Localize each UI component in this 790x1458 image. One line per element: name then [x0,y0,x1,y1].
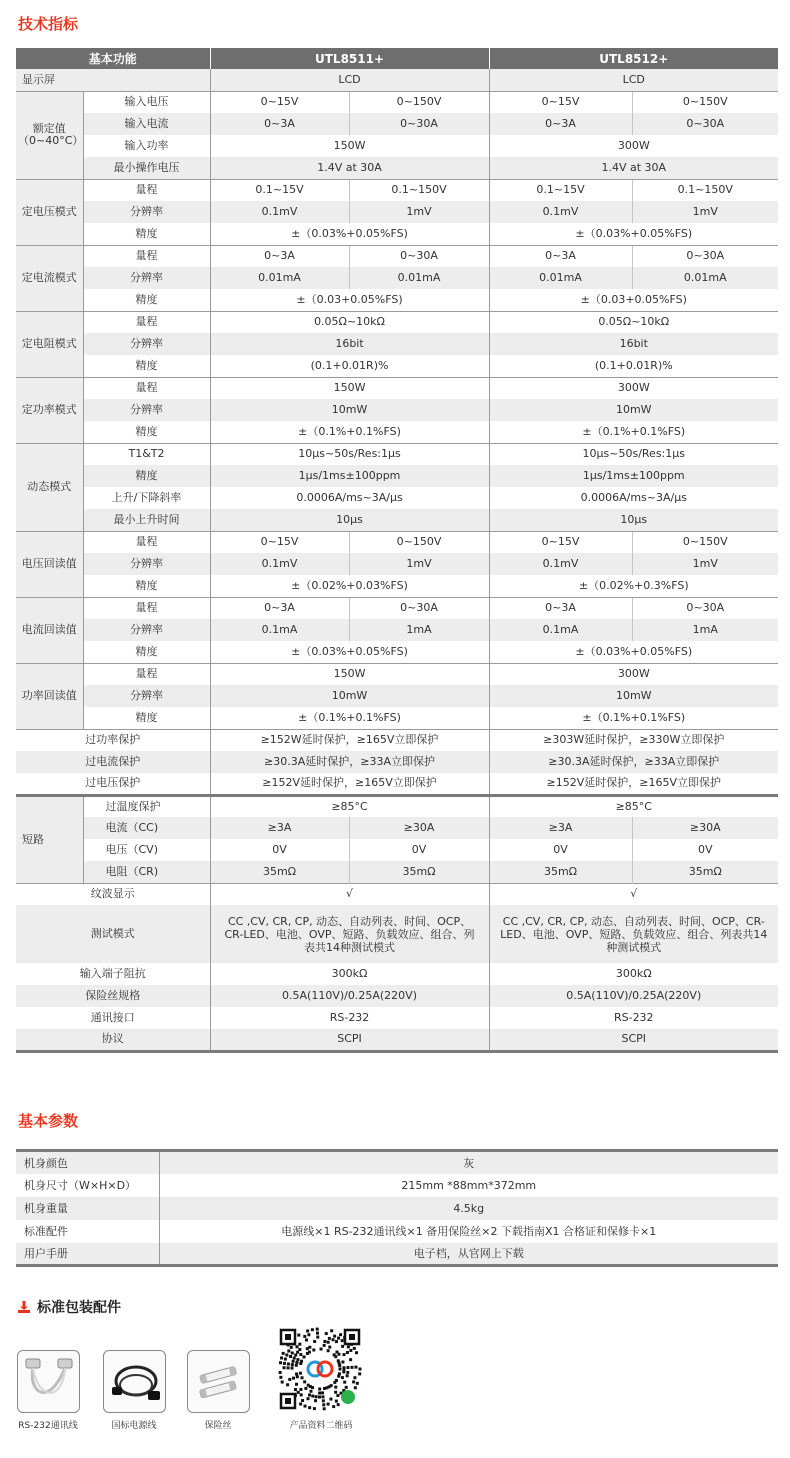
spec-sub-label: 精度 [135,644,158,658]
spec-cell: LCD [210,69,489,91]
accessory-power-cord [102,1350,166,1431]
spec-cell: 0.1~15V [210,179,349,201]
spec-cell: ±（0.03%+0.05%FS) [210,223,489,245]
spec-cell: LCD [489,69,778,91]
spec-cell: ±（0.03%+0.05%FS) [489,223,778,245]
spec-cell: 0~150V [632,531,778,553]
spec-cell: 300W [489,663,778,685]
spec-sub-label: 精度 [135,226,158,240]
spec-label: 过电压保护 [16,773,210,795]
spec-cell: 16bit [489,333,778,355]
spec-group-label: 定电阻模式 [16,311,83,377]
base-value: 灰 [159,1151,778,1174]
spec-sub-label: 输入功率 [124,139,169,152]
spec-cell: 150W [210,377,489,399]
spec-cell: ≥303W延时保护，≥330W立即保护 [489,729,778,751]
spec-cell: 1.4V at 30A [489,157,778,179]
spec-cell: 1.4V at 30A [210,157,489,179]
spec-cell: 300kΩ [210,963,489,985]
spec-header-cell: UTL8511+ [210,48,489,69]
spec-cell: 10μs [210,509,489,531]
spec-cell: (0.1+0.01R)% [210,355,489,377]
spec-cell: 0~15V [210,91,349,113]
spec-group-label: 短路 [16,795,83,883]
spec-cell: ≥30A [349,817,489,839]
spec-group-label: 定电流模式 [16,245,83,311]
accessory-label: 保险丝 [204,1421,232,1431]
spec-cell: 0.1~150V [632,179,778,201]
spec-cell: 300W [489,377,778,399]
spec-cell: ≥30.3A延时保护，≥33A立即保护 [489,751,778,773]
spec-cell: 10mW [210,685,489,707]
spec-group-label: 额定值 （0~40°C） [16,91,83,179]
spec-sub-label: T1&T2 [83,443,210,465]
spec-cell: 10μs~50s/Res:1μs [210,443,489,465]
spec-cell: ≥30A [632,817,778,839]
rs232-cable-icon [18,1351,80,1413]
spec-cell: 10μs [489,509,778,531]
spec-cell: ≥152W延时保护，≥165V立即保护 [210,729,489,751]
spec-cell: 1mA [349,619,489,641]
spec-cell: 0.5A(110V)/0.25A(220V) [210,985,489,1007]
base-value: 4.5kg [159,1197,778,1220]
spec-cell: ±（0.03%+0.05%FS) [489,641,778,663]
spec-cell: 0~30A [632,597,778,619]
spec-cell: 0~150V [632,91,778,113]
base-label: 用户手册 [16,1243,159,1266]
spec-cell: 0V [349,839,489,861]
spec-sub-label: 过温度保护 [105,799,161,813]
spec-cell: 1mA [632,619,778,641]
base-table [16,1149,778,1267]
spec-cell: 35mΩ [349,861,489,883]
spec-cell: 0V [632,839,778,861]
spec-cell: CC ,CV, CR, CP, 动态、自动列表、时间、OCP、CR-LED、电池、OVP、短路、负载效应、组合、列表共14种测试模式 [210,905,489,963]
spec-cell: ±（0.03+0.05%FS) [210,289,489,311]
spec-sub-label: 电压（CV) [105,843,158,856]
spec-label: 过电流保护 [16,751,210,773]
spec-cell: 0~3A [489,597,632,619]
spec-cell: 0~15V [489,91,632,113]
spec-sub-label: 分辨率 [83,333,210,355]
spec-cell: 0~30A [349,245,489,267]
spec-header-cell: UTL8512+ [489,48,778,69]
spec-cell: 150W [210,135,489,157]
spec-cell: 0~3A [210,597,349,619]
spec-sub-label: 电流（CC) [83,817,210,839]
spec-table [16,48,778,1053]
accessory-fuse [186,1350,250,1431]
spec-sub-label: 电阻（CR) [83,861,210,883]
base-title: 基本参数 [18,1112,79,1130]
spec-cell: 0V [210,839,349,861]
spec-sub-label: 量程 [83,597,210,619]
spec-cell: SCPI [210,1029,489,1051]
accessory-label: 国标电源线 [111,1421,157,1431]
spec-cell: 0~3A [210,113,349,135]
spec-cell: ≥3A [489,817,632,839]
spec-cell: 300W [489,135,778,157]
spec-sub-label: 输入电流 [83,113,210,135]
spec-cell: 0.01mA [489,267,632,289]
spec-label: 通讯接口 [90,1011,135,1024]
spec-header-cell: 基本功能 [16,48,210,69]
spec-cell: 0.1mV [210,201,349,223]
spec-cell: 0.5A(110V)/0.25A(220V) [489,985,778,1007]
spec-cell: 0.01mA [632,267,778,289]
spec-cell: ±（0.02%+0.03%FS) [210,575,489,597]
spec-cell: ±（0.03+0.05%FS) [489,289,778,311]
download-icon [17,1300,31,1314]
spec-cell: 1mV [349,201,489,223]
spec-cell: 0~15V [210,531,349,553]
qr-code-icon [276,1325,364,1413]
spec-cell: 0.0006A/ms~3A/μs [489,487,778,509]
spec-cell: 0.05Ω~10kΩ [489,311,778,333]
accessory-label: RS-232通讯线 [18,1421,78,1431]
pack-title [17,1297,121,1317]
spec-sub-label: 精度 [135,424,158,438]
spec-cell: 150W [210,663,489,685]
spec-group-label: 动态模式 [16,443,83,531]
spec-cell: 1μs/1ms±100ppm [210,465,489,487]
spec-sub-label: 量程 [83,179,210,201]
spec-cell: 0~30A [349,597,489,619]
spec-label: 显示屏 [16,69,210,91]
spec-cell: 10mW [489,399,778,421]
spec-cell: 0V [489,839,632,861]
spec-sub-label: 最小操作电压 [83,157,210,179]
spec-cell: 0~30A [349,113,489,135]
spec-cell: ±（0.1%+0.1%FS) [210,707,489,729]
spec-cell: 0~30A [632,245,778,267]
spec-cell: 300kΩ [489,963,778,985]
spec-cell: 10mW [210,399,489,421]
spec-cell: 0.1mA [489,619,632,641]
spec-cell: 0~15V [489,531,632,553]
spec-cell: RS-232 [210,1007,489,1029]
spec-sub-label: 上升/下降斜率 [111,491,182,504]
spec-title: 技术指标 [18,15,79,33]
spec-cell: 1mV [632,201,778,223]
spec-sub-label: 输入电压 [83,91,210,113]
spec-cell: (0.1+0.01R)% [489,355,778,377]
spec-cell: 0.1mV [489,553,632,575]
spec-group-label: 定电压模式 [16,179,83,245]
spec-cell: 0.01mA [210,267,349,289]
spec-cell: 0~3A [489,113,632,135]
spec-cell: 0~150V [349,531,489,553]
spec-cell: CC ,CV, CR, CP, 动态、自动列表、时间、OCP、CR-LED、电池、OVP、短路、负载效应、组合、列表共14种测试模式 [489,905,778,963]
spec-sub-label: 分辨率 [83,399,210,421]
spec-cell: 16bit [210,333,489,355]
spec-group-label: 功率回读值 [16,663,83,729]
spec-sub-label: 量程 [83,245,210,267]
spec-cell: ≥152V延时保护，≥165V立即保护 [210,773,489,795]
spec-label: 过功率保护 [16,729,210,751]
spec-label: 测试模式 [16,905,210,963]
spec-sub-label: 量程 [83,311,210,333]
spec-cell: 35mΩ [489,861,632,883]
spec-cell: 0.0006A/ms~3A/μs [210,487,489,509]
spec-cell: RS-232 [489,1007,778,1029]
spec-sub-label: 分辨率 [83,201,210,223]
spec-sub-label: 分辨率 [83,267,210,289]
spec-sub-label: 精度 [83,465,210,487]
spec-sub-label: 精度 [135,578,158,592]
spec-cell: ±（0.1%+0.1%FS) [210,421,489,443]
spec-label: 协议 [16,1029,210,1051]
spec-cell: ±（0.03%+0.05%FS) [210,641,489,663]
spec-cell: 10mW [489,685,778,707]
spec-cell: 0.1mV [210,553,349,575]
base-value: 215mm *88mm*372mm [401,1178,537,1192]
fuse-icon [188,1351,250,1413]
spec-cell: ≥30.3A延时保护，≥33A立即保护 [210,751,489,773]
spec-cell: √ [210,883,489,905]
spec-sub-label: 最小上升时间 [83,509,210,531]
spec-sub-label: 量程 [83,663,210,685]
accessory-label: 产品资料二维码 [289,1421,353,1431]
spec-cell: SCPI [489,1029,778,1051]
spec-sub-label: 分辨率 [83,553,210,575]
spec-cell: ≥85°C [489,795,778,817]
spec-label: 纹波显示 [16,883,210,905]
spec-cell: ≥3A [210,817,349,839]
spec-sub-label: 精度 [135,358,158,372]
spec-sub-label: 精度 [135,710,158,724]
spec-sub-label: 精度 [135,292,158,306]
spec-cell: 0.1mA [210,619,349,641]
base-label: 机身重量 [16,1197,159,1220]
spec-cell: 0~150V [349,91,489,113]
base-label: 机身尺寸（W×H×D） [16,1174,159,1197]
accessory-rs232 [16,1350,80,1431]
base-value: 电源线×1 RS-232通讯线×1 备用保险丝×2 下载指南X1 合格证和保修卡×1 [281,1225,657,1238]
spec-cell: 0~30A [632,113,778,135]
spec-group-label: 电压回读值 [16,531,83,597]
spec-sub-label: 分辨率 [83,685,210,707]
spec-cell: 1mV [632,553,778,575]
spec-cell: 1μs/1ms±100ppm [489,465,778,487]
base-label: 机身颜色 [16,1151,159,1174]
spec-cell: √ [489,883,778,905]
spec-cell: 35mΩ [632,861,778,883]
spec-cell: 0~3A [489,245,632,267]
spec-cell: 0.1~150V [349,179,489,201]
spec-label: 输入端子阻抗 [79,967,146,980]
spec-cell: 0.01mA [349,267,489,289]
base-value: 电子档，从官网上下载 [159,1243,778,1266]
spec-cell: ±（0.02%+0.3%FS) [489,575,778,597]
spec-cell: ±（0.1%+0.1%FS) [489,707,778,729]
base-label: 标准配件 [16,1220,159,1243]
pack-title-text: 标准包装配件 [37,1300,121,1316]
spec-group-label: 电流回读值 [16,597,83,663]
spec-cell: ≥152V延时保护，≥165V立即保护 [489,773,778,795]
spec-cell: 0.05Ω~10kΩ [210,311,489,333]
spec-cell: 1mV [349,553,489,575]
spec-sub-label: 分辨率 [83,619,210,641]
spec-label: 保险丝规格 [16,985,210,1007]
spec-group-label: 定功率模式 [16,377,83,443]
power-cord-icon [104,1351,166,1413]
spec-cell: 35mΩ [210,861,349,883]
spec-cell: 0.1mV [489,201,632,223]
spec-cell: 10μs~50s/Res:1μs [489,443,778,465]
spec-cell: ≥85°C [210,795,489,817]
spec-cell: ±（0.1%+0.1%FS) [489,421,778,443]
spec-cell: 0.1~15V [489,179,632,201]
spec-sub-label: 量程 [83,531,210,553]
spec-sub-label: 量程 [83,377,210,399]
spec-cell: 0~3A [210,245,349,267]
